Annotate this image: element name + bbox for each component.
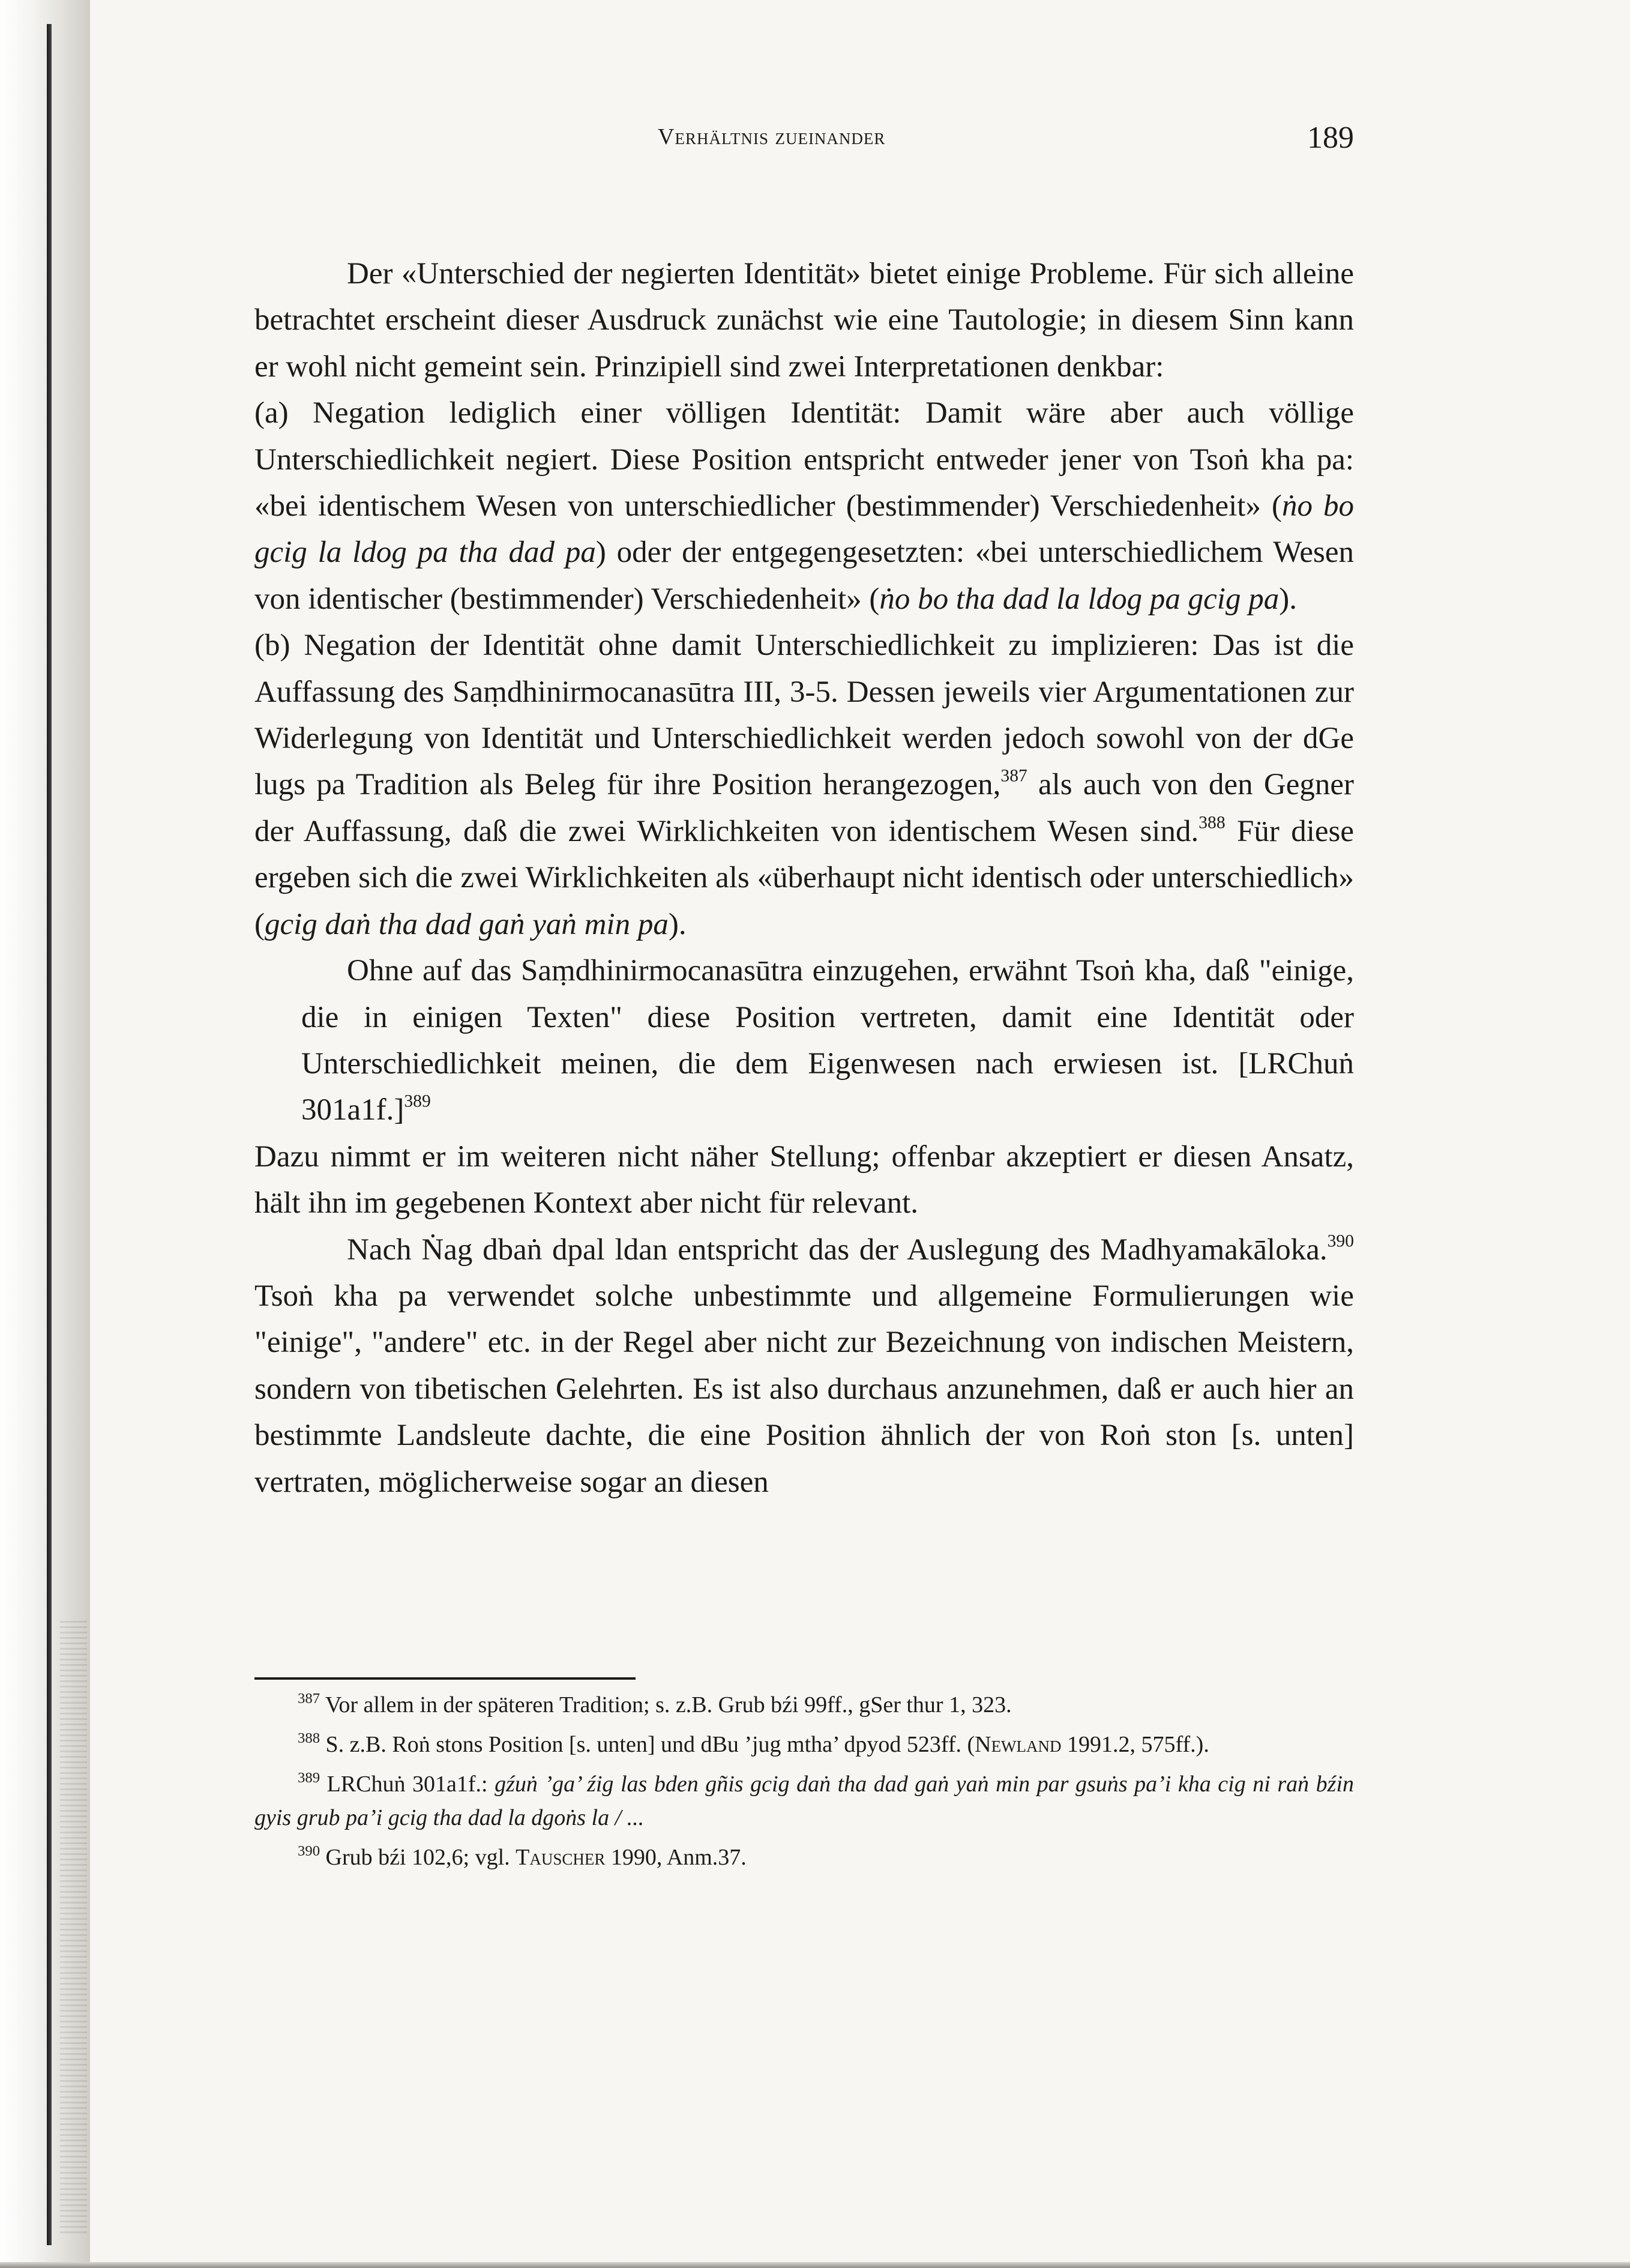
paragraph-a-text: ) oder der entgegengesetzten: «bei unterschiedlichem Wesen von identischer (bestimmender) Verschiedenheit» (: [254, 535, 1354, 616]
footnotes: [254, 1688, 1354, 1880]
running-header: [254, 120, 1354, 156]
cited-author: Tauscher: [516, 1845, 606, 1870]
cited-author: Newland: [975, 1732, 1062, 1757]
footnote-number: 390: [298, 1843, 320, 1860]
block-quote-text: Ohne auf das Saṃdhinirmocanasūtra einzugehen, erwähnt Tsoṅ kha, daß "einige, die in einigen Texten" diese Position vertreten, damit eine Identität oder Unterschiedlichkeit meinen, die dem Eigenwesen nach erwiesen ist. [LRChuṅ 301a1f.]: [301, 954, 1354, 1127]
page-bottom-edge: [0, 2262, 1630, 2268]
footnote-ref-390[interactable]: 390: [1327, 1231, 1354, 1251]
footnote-text: 1990, Anm.37.: [605, 1845, 747, 1870]
binding-edge-line: [47, 24, 52, 2245]
paragraph-b-text: als auch von den Gegner der Auffassung, daß die zwei Wirklichkeiten von identischem Wesen sind.: [254, 768, 1354, 848]
footnote-text: S. z.B. Roṅ stons Position [s. unten] und dBu ’jug mtha’ dpyod 523ff. (: [320, 1732, 975, 1757]
footnote-text: LRChuṅ 301a1f.:: [320, 1772, 495, 1797]
tibetan-quotation: gźuṅ ’ga’ źig las bden gñis gcig daṅ tha dad gaṅ yaṅ min par gsuṅs pa’i kha cig ni raṅ bźin gyis grub pa’i gcig tha dad la dgoṅs la / ...: [254, 1772, 1354, 1830]
paragraph-5-text: Nach Ṅag dbaṅ dpal ldan entspricht das der Auslegung des Madhyamakāloka.: [347, 1232, 1328, 1267]
footnote-ref-389[interactable]: 389: [404, 1092, 431, 1112]
footnote-387: [254, 1688, 1354, 1722]
paragraph-a-text: (a) Negation lediglich einer völligen Identität: Damit wäre aber auch völlige Unterschiedlichkeit negiert. Diese Position entspricht entweder jener von Tsoṅ kha pa: «bei identischem Wesen von unterschiedlicher (bestimmender) Verschiedenheit» (: [254, 396, 1354, 523]
footnote-number: 388: [298, 1730, 320, 1747]
footnote-separator: [254, 1677, 636, 1680]
paragraph-b-text: ).: [668, 907, 687, 941]
footnote-388: [254, 1728, 1354, 1761]
paragraph-5-text: Tsoṅ kha pa verwendet solche unbestimmte und allgemeine Formulierungen wie "einige", "andere" etc. in der Regel aber nicht zur Bezeichnung von indischen Meistern, sondern von tibetischen Gelehrten. Es ist also durchaus anzunehmen, daß er auch hier an bestimmte Landsleute dachte, die eine Position ähnlich der von Roṅ ston [s. unten] vertraten, möglicherweise sogar an diesen: [254, 1279, 1354, 1499]
paragraph-b-text: (b) Negation der Identität ohne damit Unterschiedlichkeit zu implizieren: Das ist die Auffassung des Saṃdhinirmocanasūtra III, 3-5. Dessen jeweils vier Argumentationen zur Widerlegung von Identität und Unterschiedlichkeit werden jedoch sowohl von der dGe lugs pa Tradition als Beleg für ihre Position herangezogen,: [254, 629, 1354, 802]
footnote-number: 387: [298, 1690, 320, 1707]
footnote-text: Vor allem in der späteren Tradition; s. z.B. Grub bźi 99ff., gSer thur 1, 323.: [320, 1692, 1012, 1718]
paragraph-4: Dazu nimmt er im weiteren nicht näher Stellung; offenbar akzeptiert er diesen Ansatz, hält ihn im gegebenen Kontext aber nicht für relevant.: [254, 1139, 1354, 1220]
paragraph-a-text: ).: [1279, 582, 1297, 616]
footnote-390: [254, 1841, 1354, 1874]
main-text: [254, 251, 1354, 1506]
paragraph-1: Der «Unterschied der negierten Identität» bietet einige Probleme. Für sich alleine betrachtet erscheint dieser Ausdruck zunächst wie eine Tautologie; in diesem Sinn kann er wohl nicht gemeint sein. Prinzipiell sind zwei Interpretationen denkbar:: [254, 257, 1354, 384]
footnote-number: 389: [298, 1770, 320, 1787]
footnote-389: [254, 1767, 1354, 1835]
footnote-ref-387[interactable]: 387: [1000, 767, 1027, 786]
footnote-text: 1991.2, 575ff.).: [1061, 1732, 1209, 1757]
tibetan-term: ṅo bo tha dad la ldog pa gcig pa: [879, 582, 1280, 616]
paragraph-b-text: Für diese ergeben sich die zwei Wirklichkeiten als «überhaupt nicht identisch oder unterschiedlich» (: [254, 814, 1354, 941]
paragraph-a: [254, 390, 1354, 623]
tibetan-term: ṅo bo gcig la ldog pa tha dad pa: [254, 489, 1355, 570]
block-quote: [301, 948, 1354, 1134]
paragraph-5: [254, 1227, 1354, 1506]
paragraph-b: [254, 623, 1354, 948]
tibetan-term: gcig daṅ tha dad gaṅ yaṅ min pa: [264, 907, 669, 941]
page-number: 189: [1307, 121, 1354, 155]
footnote-text: Grub bźi 102,6; vgl.: [320, 1845, 516, 1870]
footnote-ref-388[interactable]: 388: [1198, 813, 1226, 833]
binding-texture: [60, 1621, 87, 2233]
running-title: Verhältnis zueinander: [658, 124, 886, 149]
